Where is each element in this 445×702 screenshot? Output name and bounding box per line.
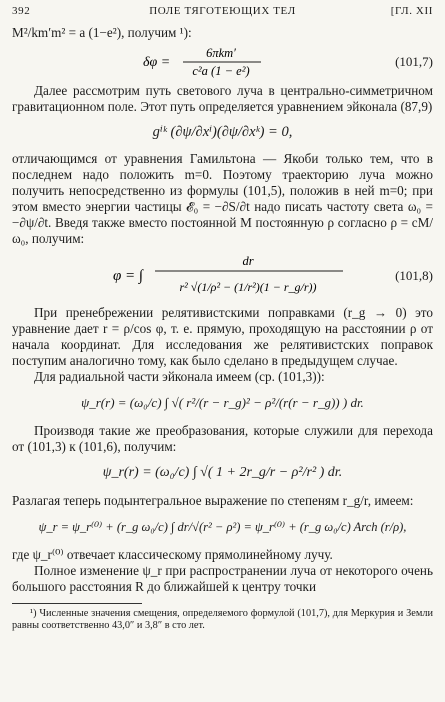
paragraph-4: При пренебрежении релятивистскими поправками (r_g → 0) это уравнение дает r = ρ/cos φ, т. е. прямую, проходящую на расстоянии ρ от начала координат. Для исследования же релятивистских поправок поступим аналогично тому, как было сделано в предыдущем случае. — [12, 305, 433, 368]
equation-101-8 — [12, 251, 433, 301]
eikonal-equation — [12, 124, 433, 140]
running-title: ПОЛЕ ТЯГОТЕЮЩИХ ТЕЛ — [149, 5, 296, 17]
paragraph-7: Разлагая теперь подынтегральное выражение по степеням r_g/r, имеем: — [12, 493, 414, 508]
equation-101-7-graphic — [83, 45, 363, 79]
paragraph-9: Полное изменение ψ_r при распространении луча от некоторого очень большого расстояния R до ближайшей к центру точки — [12, 563, 433, 594]
footnote-rule — [12, 603, 142, 604]
equation-101-8-graphic — [73, 251, 373, 301]
radial-eikonal-equation — [12, 395, 433, 411]
eq-denominator: c²a (1 − e²) — [191, 64, 250, 78]
radial-eikonal-formula: ψ_r(r) = (ω₀/c) ∫ √( r²/(r − r_g)² − ρ²/(r(r − r_g)) ) dr. — [81, 395, 364, 410]
equation-101-7 — [12, 45, 433, 79]
eq-numerator: 6πkm′ — [205, 46, 236, 60]
eq-lhs: δφ = — [142, 55, 170, 70]
paragraph-1: M²/km′m² = a (1−e²), получим ¹): — [12, 25, 192, 40]
paragraph-5: Для радиальной части эйконала имеем (ср. (101,3)): — [34, 369, 325, 384]
eq-denominator: r² √(1/ρ² − (1/r²)(1 − r_g/r)) — [179, 280, 316, 294]
equation-number: (101,8) — [395, 268, 433, 283]
page-number: 392 — [12, 5, 31, 17]
paragraph-6: Производя такие же преобразования, которые служили для перехода от (101,3) к (101,6), получим: — [12, 423, 433, 454]
body-text — [12, 25, 433, 595]
expansion-equation — [12, 519, 433, 535]
eq-lhs: φ = ∫ — [112, 268, 143, 284]
eq-numerator: dr — [241, 254, 254, 268]
expansion-formula: ψ_r = ψ_r⁽⁰⁾ + (r_g ω₀/c) ∫ dr/√(r² − ρ²) = ψ_r⁽⁰⁾ + (r_g ω₀/c) Arch (r/ρ), — [38, 520, 407, 534]
transformed-formula: ψ_r(r) = (ω₀/c) ∫ √( 1 + 2r_g/r − ρ²/r² ) dr. — [102, 465, 343, 480]
paragraph-3: отличающимся от уравнения Гамильтона — Якоби только тем, что в последнем надо положить m=0. Поэтому траекторию луча можно получить непосредственно из формулы (101,5), положив в ней m=0; при этом вместо энергии частицы 𝓔₀ = −∂S/∂t надо писать частоту света ω₀ = −∂ψ/∂t. Введя также вместо постоянной M постоянную ρ согласно ρ = cM/ω₀, получим: — [12, 151, 433, 246]
equation-number: (101,7) — [395, 54, 433, 69]
paragraph-2: Далее рассмотрим путь светового луча в центрально-симметричном гравитационном поле. Этот путь определяется уравнением эйконала (87,9) — [12, 83, 433, 114]
page-header — [12, 3, 433, 21]
paragraph-8: где ψ_r⁽⁰⁾ отвечает классическому прямолинейному лучу. — [12, 547, 333, 562]
eikonal-formula: gⁱᵏ (∂ψ/∂xⁱ)(∂ψ/∂xᵏ) = 0, — [152, 124, 293, 140]
footnote: ¹) Численные значения смещения, определяемого формулой (101,7), для Меркурия и Земли равны соответственно 43,0″ и 3,8″ в сто лет. — [12, 608, 433, 631]
chapter-label: [ГЛ. XII — [390, 5, 433, 17]
transformed-equation — [12, 465, 433, 481]
